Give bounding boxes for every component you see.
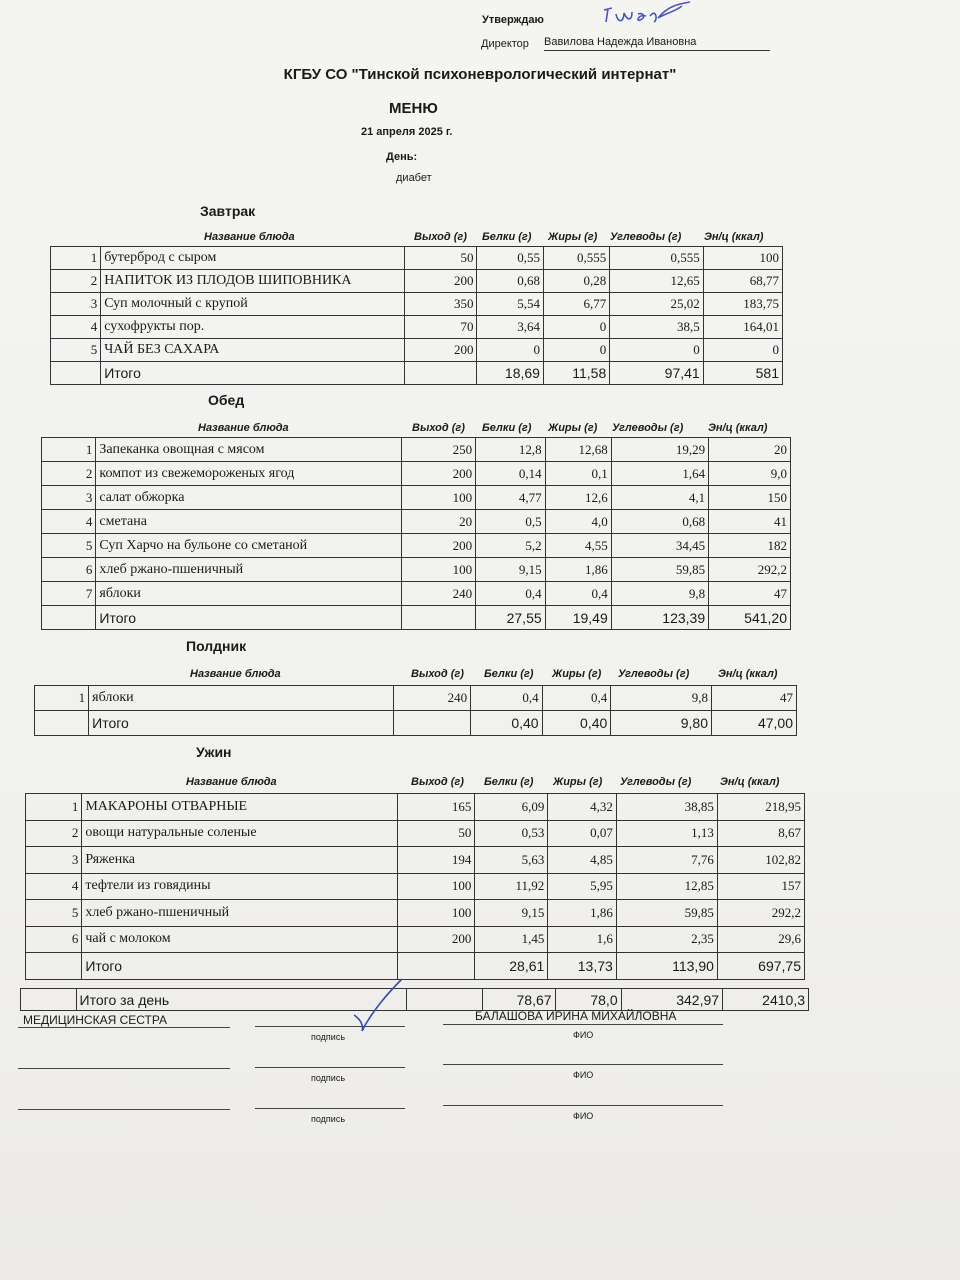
col-protein: Белки (г) [482,231,532,243]
dish-name: НАПИТОК ИЗ ПЛОДОВ ШИПОВНИКА [101,270,405,293]
total-fat: 19,49 [545,606,611,630]
dish-protein: 0,4 [471,686,542,711]
section-title-breakfast: Завтрак [200,203,256,219]
dish-name: хлеб ржано-пшеничный [96,558,401,582]
total-row [42,606,791,630]
total-protein: 27,55 [476,606,546,630]
organization-title: КГБУ СО "Тинской психоневрологический интернат" [283,66,677,83]
dish-energy: 68,77 [703,270,782,293]
dish-energy: 100 [703,247,782,270]
day-total-empty [21,989,77,1011]
dish-name: яблоки [96,582,401,606]
total-protein: 0,40 [471,711,542,736]
dish-output: 100 [398,873,475,900]
item-index: 6 [42,558,96,582]
fio-line-2 [443,1064,723,1065]
total-empty [35,711,89,736]
dish-energy: 218,95 [717,794,804,821]
dish-fat: 6,77 [543,293,609,316]
table-row [51,316,783,339]
dish-name: тефтели из говядины [82,873,398,900]
item-index: 1 [35,686,89,711]
dish-name: Ряженка [82,847,398,874]
dish-protein: 0,4 [476,582,546,606]
item-index: 5 [51,339,101,362]
dish-fat: 0,4 [545,582,611,606]
dish-energy: 47 [712,686,797,711]
snack-table [34,685,797,736]
total-fat: 13,73 [548,953,617,980]
total-empty [42,606,96,630]
menu-title: МЕНЮ [389,100,438,117]
dish-carbs: 1,64 [611,462,708,486]
dish-energy: 47 [709,582,791,606]
table-row [51,293,783,316]
nurse-label-line [18,1027,230,1028]
dish-carbs: 25,02 [610,293,703,316]
item-index: 2 [51,270,101,293]
dish-carbs: 38,5 [610,316,703,339]
dish-protein: 0,14 [476,462,546,486]
signature-caption-1: подпись [311,1032,346,1042]
table-row [26,926,805,953]
fio-caption-1: ФИО [573,1030,594,1040]
dish-fat: 1,86 [545,558,611,582]
total-carbs: 113,90 [616,953,717,980]
dish-carbs: 0 [610,339,703,362]
fio-line-1 [443,1024,723,1025]
col-name: Название блюда [190,668,281,680]
fio-caption-3: ФИО [573,1111,594,1121]
day-total-protein: 78,67 [483,989,555,1011]
dish-protein: 4,77 [476,486,546,510]
column-headers-breakfast [0,231,960,245]
col-protein: Белки (г) [482,422,532,434]
column-headers-lunch [0,422,960,436]
table-row [26,820,805,847]
nurse-signature [350,975,410,1035]
col-fat: Жиры (г) [548,231,598,243]
director-signature [598,0,698,30]
signature-line-2 [255,1067,405,1068]
dish-fat: 4,85 [548,847,617,874]
dish-protein: 5,2 [476,534,546,558]
dish-fat: 4,55 [545,534,611,558]
dish-carbs: 9,8 [611,686,712,711]
dish-protein: 1,45 [475,926,548,953]
item-index: 6 [26,926,82,953]
table-row [26,873,805,900]
day-total-row [21,989,809,1011]
dish-output: 200 [405,270,477,293]
section-title-snack: Полдник [186,638,247,654]
col-carbs: Углеводы (г) [618,668,690,680]
director-name: Вавилова Надежда Ивановна [544,36,770,51]
dish-energy: 292,2 [709,558,791,582]
dish-name: Запеканка овощная с мясом [96,438,401,462]
dish-protein: 9,15 [475,900,548,927]
dish-output: 20 [401,510,475,534]
item-index: 1 [51,247,101,270]
dish-carbs: 1,13 [616,820,717,847]
dish-fat: 0,07 [548,820,617,847]
total-fat: 0,40 [542,711,611,736]
dish-protein: 0,53 [475,820,548,847]
dish-output: 50 [398,820,475,847]
dish-name: Суп молочный с крупой [101,293,405,316]
item-index: 4 [26,873,82,900]
col-output: Выход (г) [412,422,465,434]
col-energy: Эн/ц (ккал) [708,422,768,434]
dish-fat: 1,86 [548,900,617,927]
total-energy: 581 [703,362,782,385]
item-index: 5 [42,534,96,558]
dish-fat: 4,0 [545,510,611,534]
total-carbs: 97,41 [610,362,703,385]
col-carbs: Углеводы (г) [620,776,692,788]
total-output [401,606,475,630]
total-empty [26,953,82,980]
dish-name: МАКАРОНЫ ОТВАРНЫЕ [82,794,398,821]
dish-output: 240 [393,686,470,711]
dish-energy: 164,01 [703,316,782,339]
total-label: Итого [89,711,394,736]
item-index: 7 [42,582,96,606]
dish-output: 200 [398,926,475,953]
dish-carbs: 12,85 [616,873,717,900]
table-row [26,794,805,821]
item-index: 3 [26,847,82,874]
col-protein: Белки (г) [484,668,534,680]
signature-line-3 [255,1108,405,1109]
position-line-2 [18,1068,230,1069]
col-energy: Эн/ц (ккал) [718,668,778,680]
dish-name: хлеб ржано-пшеничный [82,900,398,927]
nurse-label: МЕДИЦИНСКАЯ СЕСТРА [23,1013,168,1027]
position-line-3 [18,1109,230,1110]
dish-name: сметана [96,510,401,534]
dish-output: 100 [401,558,475,582]
total-energy: 697,75 [717,953,804,980]
col-energy: Эн/ц (ккал) [704,231,764,243]
table-row [51,270,783,293]
dish-name: бутерброд с сыром [101,247,405,270]
total-label: Итого [82,953,398,980]
dish-output: 200 [401,462,475,486]
total-energy: 541,20 [709,606,791,630]
table-row [51,339,783,362]
item-index: 2 [42,462,96,486]
dish-energy: 29,6 [717,926,804,953]
total-carbs: 123,39 [611,606,708,630]
total-fat: 11,58 [543,362,609,385]
dish-output: 200 [405,339,477,362]
item-index: 1 [42,438,96,462]
dish-fat: 0 [543,316,609,339]
dish-protein: 0,68 [477,270,543,293]
dish-fat: 0,555 [543,247,609,270]
dish-energy: 292,2 [717,900,804,927]
dish-protein: 6,09 [475,794,548,821]
item-index: 1 [26,794,82,821]
dish-carbs: 2,35 [616,926,717,953]
dish-name: сухофрукты пор. [101,316,405,339]
dish-protein: 12,8 [476,438,546,462]
dish-carbs: 4,1 [611,486,708,510]
dish-fat: 0,28 [543,270,609,293]
dish-energy: 41 [709,510,791,534]
total-label: Итого [96,606,401,630]
total-row [26,953,805,980]
dish-fat: 0 [543,339,609,362]
col-output: Выход (г) [411,668,464,680]
dish-output: 165 [398,794,475,821]
col-fat: Жиры (г) [552,668,602,680]
total-carbs: 9,80 [611,711,712,736]
lunch-table [41,437,791,630]
fio-caption-2: ФИО [573,1070,594,1080]
day-total-carbs: 342,97 [621,989,722,1011]
col-name: Название блюда [198,422,289,434]
dish-energy: 0 [703,339,782,362]
item-index: 3 [51,293,101,316]
dish-protein: 5,63 [475,847,548,874]
total-output [393,711,470,736]
dish-name: ЧАЙ БЕЗ САХАРА [101,339,405,362]
total-protein: 18,69 [477,362,543,385]
total-energy: 47,00 [712,711,797,736]
total-empty [51,362,101,385]
table-row [42,510,791,534]
dish-carbs: 59,85 [616,900,717,927]
dish-output: 100 [398,900,475,927]
dish-fat: 4,32 [548,794,617,821]
dish-name: чай с молоком [82,926,398,953]
dish-energy: 182 [709,534,791,558]
day-total-label: Итого за день [76,989,406,1011]
table-row [42,486,791,510]
dish-fat: 0,4 [542,686,611,711]
table-row [42,462,791,486]
item-index: 4 [42,510,96,534]
dish-protein: 0,55 [477,247,543,270]
signature-caption-3: подпись [311,1114,346,1124]
dish-output: 200 [401,534,475,558]
dish-protein: 3,64 [477,316,543,339]
table-row [42,438,791,462]
dish-protein: 11,92 [475,873,548,900]
col-name: Название блюда [186,776,277,788]
section-title-dinner: Ужин [196,744,232,760]
total-row [51,362,783,385]
signature-caption-2: подпись [311,1073,346,1083]
director-label: Директор [481,38,529,50]
col-output: Выход (г) [414,231,467,243]
diet-type: диабет [396,172,432,184]
day-total-fat: 78,0 [555,989,621,1011]
dish-protein: 0 [477,339,543,362]
table-row [42,534,791,558]
dish-carbs: 7,76 [616,847,717,874]
day-label: День: [386,151,418,163]
col-output: Выход (г) [411,776,464,788]
day-total-energy: 2410,3 [723,989,809,1011]
day-total-output [406,989,483,1011]
dish-protein: 9,15 [476,558,546,582]
day-total-table [20,988,809,1011]
col-energy: Эн/ц (ккал) [720,776,780,788]
dish-output: 100 [401,486,475,510]
total-label: Итого [101,362,405,385]
dish-fat: 5,95 [548,873,617,900]
nurse-name: БАЛАШОВА ИРИНА МИХАЙЛОВНА [475,1009,677,1023]
table-row [26,900,805,927]
total-protein: 28,61 [475,953,548,980]
dish-name: яблоки [89,686,394,711]
approve-label: Утверждаю [482,14,544,26]
table-row [42,558,791,582]
dish-fat: 0,1 [545,462,611,486]
dish-energy: 150 [709,486,791,510]
col-carbs: Углеводы (г) [612,422,684,434]
menu-date: 21 апреля 2025 г. [361,126,453,138]
dish-output: 50 [405,247,477,270]
dish-fat: 1,6 [548,926,617,953]
section-title-lunch: Обед [208,392,245,408]
col-carbs: Углеводы (г) [610,231,682,243]
dish-energy: 9,0 [709,462,791,486]
table-row [35,686,797,711]
dish-energy: 20 [709,438,791,462]
dish-energy: 8,67 [717,820,804,847]
dish-carbs: 19,29 [611,438,708,462]
dish-carbs: 34,45 [611,534,708,558]
dish-protein: 5,54 [477,293,543,316]
dish-output: 194 [398,847,475,874]
dish-energy: 183,75 [703,293,782,316]
dish-fat: 12,68 [545,438,611,462]
col-name: Название блюда [204,231,295,243]
dish-output: 250 [401,438,475,462]
dish-carbs: 9,8 [611,582,708,606]
dish-carbs: 59,85 [611,558,708,582]
table-row [26,847,805,874]
dish-output: 350 [405,293,477,316]
dish-carbs: 0,555 [610,247,703,270]
dinner-table [25,793,805,980]
dish-carbs: 0,68 [611,510,708,534]
col-fat: Жиры (г) [553,776,603,788]
total-output [405,362,477,385]
item-index: 4 [51,316,101,339]
dish-output: 240 [401,582,475,606]
dish-name: овощи натуральные соленые [82,820,398,847]
dish-name: компот из свежемороженых ягод [96,462,401,486]
dish-name: салат обжорка [96,486,401,510]
column-headers-snack [0,668,960,682]
breakfast-table [50,246,783,385]
item-index: 2 [26,820,82,847]
table-row [51,247,783,270]
dish-carbs: 12,65 [610,270,703,293]
dish-name: Суп Харчо на бульоне со сметаной [96,534,401,558]
col-protein: Белки (г) [484,776,534,788]
dish-carbs: 38,85 [616,794,717,821]
col-fat: Жиры (г) [548,422,598,434]
item-index: 3 [42,486,96,510]
dish-output: 70 [405,316,477,339]
item-index: 5 [26,900,82,927]
total-row [35,711,797,736]
column-headers-dinner [0,776,960,790]
table-row [42,582,791,606]
dish-fat: 12,6 [545,486,611,510]
dish-energy: 102,82 [717,847,804,874]
dish-protein: 0,5 [476,510,546,534]
dish-energy: 157 [717,873,804,900]
fio-line-3 [443,1105,723,1106]
